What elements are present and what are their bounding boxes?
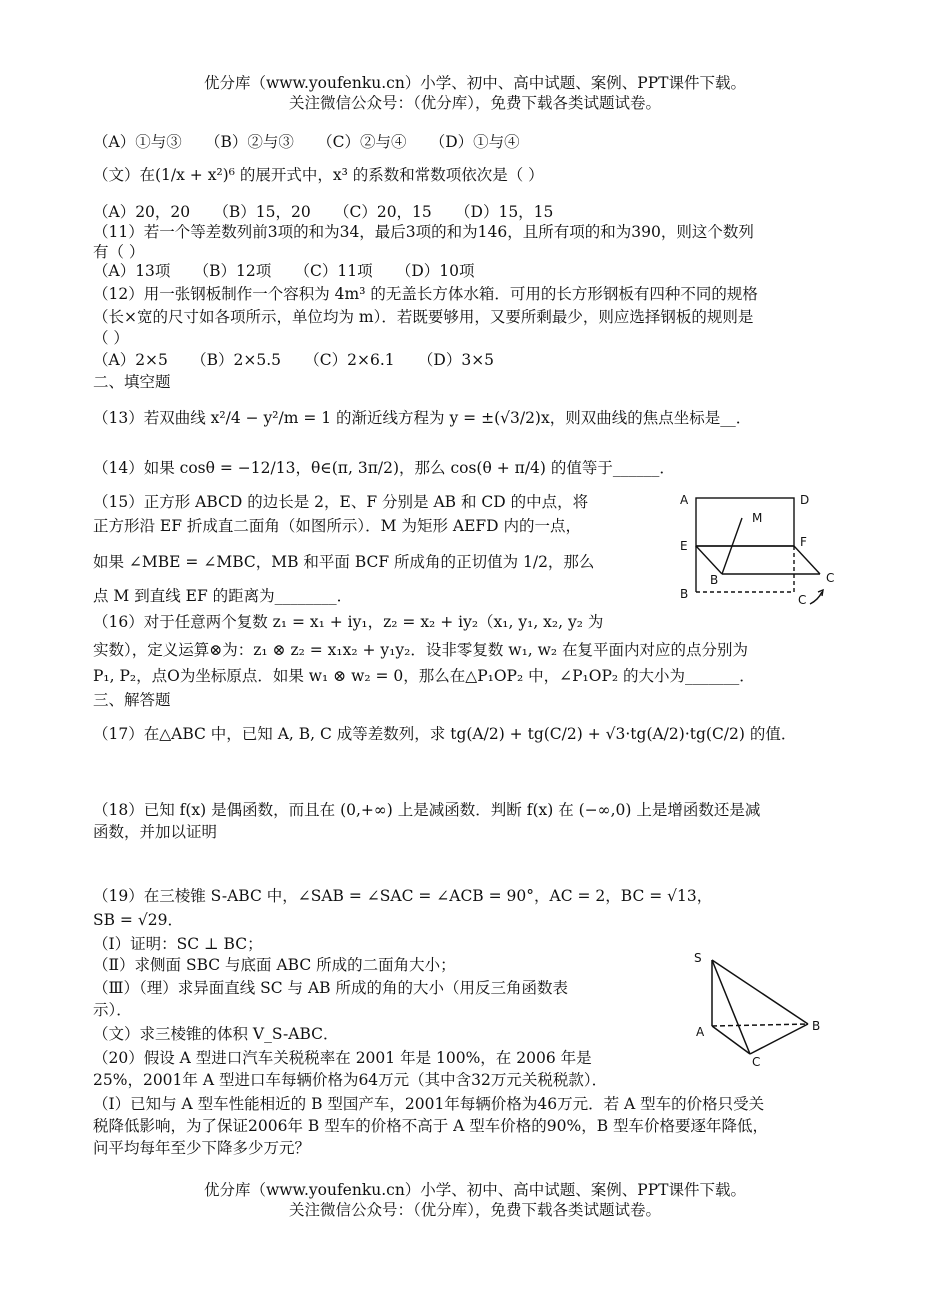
line-sb bbox=[712, 960, 808, 1024]
q19-figure bbox=[690, 946, 830, 1070]
q19-part-3: （Ⅲ）（理）求异面直线 SC 与 AB 所成的角的大小（用反三角函数表 bbox=[93, 979, 568, 997]
fig19-label-c: C bbox=[752, 1055, 761, 1069]
fig19-label-b: B bbox=[812, 1019, 821, 1033]
rectangle-aefd bbox=[696, 498, 794, 546]
footer-line-1: 优分库（www.youfenku.cn）小学、初中、高中试题、案例、PPT课件下载。 bbox=[203, 1181, 747, 1199]
q12-options: （A）2×5 （B）2×5.5 （C）2×6.1 （D）3×5 bbox=[93, 351, 495, 369]
fig15-label-d: D bbox=[800, 493, 810, 507]
fig15-label-f: F bbox=[800, 535, 807, 549]
footer-line-2: 关注微信公众号：（优分库），免费下载各类试题试卷。 bbox=[288, 1201, 661, 1219]
q15-line-4: 点 M 到直线 EF 的距离为________． bbox=[93, 587, 353, 605]
line-ab-dashed bbox=[712, 1024, 808, 1026]
q15-line-3: 如果 ∠MBE = ∠MBC，MB 和平面 BCF 所成角的正切值为 1/2，那么 bbox=[93, 553, 595, 571]
q15-line-1: （15）正方形 ABCD 的边长是 2，E、F 分别是 AB 和 CD 的中点，将 bbox=[93, 493, 589, 511]
q19-line-2: SB = √29． bbox=[93, 911, 183, 929]
fig15-label-c1: C bbox=[826, 571, 835, 585]
q17: （17）在△ABC 中，已知 A, B, C 成等差数列，求 tg(A/2) + tg(C/2) + √3·tg(A/2)·tg(C/2) 的值． bbox=[93, 725, 797, 743]
header-line-1: 优分库（www.youfenku.cn）小学、初中、高中试题、案例、PPT课件下载。 bbox=[203, 74, 747, 92]
q20-part-1-cont: 税降低影响，为了保证2006年 B 型车的价格不高于 A 型车价格的90%，B 型车价格要逐年降低， bbox=[93, 1117, 769, 1135]
q16-line-2: 实数），定义运算⊗为：z₁ ⊗ z₂ = x₁x₂ + y₁y₂．设非零复数 w₁, w₂ 在复平面内对应的点分别为 bbox=[93, 641, 749, 659]
q13: （13）若双曲线 x²/4 − y²/m = 1 的渐近线方程为 y = ±(√3/2)x，则双曲线的焦点坐标是__． bbox=[93, 409, 752, 427]
q10w-stem: （文）在(1/x + x²)⁶ 的展开式中，x³ 的系数和常数项依次是（ ） bbox=[93, 166, 544, 184]
q15-figure bbox=[670, 488, 850, 613]
q20-part-1: （Ⅰ）已知与 A 型车性能相近的 B 型国产车，2001年每辆价格为46万元．若 A 型车的价格只受关 bbox=[93, 1095, 765, 1113]
q10w-options: （A）20，20 （B）15，20 （C）20，15 （D）15，15 bbox=[93, 203, 554, 221]
q16-line-1: （16）对于任意两个复数 z₁ = x₁ + iy₁，z₂ = x₂ + iy₂（x₁, y₁, x₂, y₂ 为 bbox=[93, 613, 604, 631]
q12-stem-3: （ ） bbox=[93, 329, 129, 347]
q11-stem-2: 有（ ） bbox=[93, 243, 145, 261]
fig19-label-s: S bbox=[694, 951, 702, 965]
q12-stem-1: （12）用一张钢板制作一个容积为 4m³ 的无盖长方体水箱．可用的长方形钢板有四种不同的规格 bbox=[93, 285, 758, 303]
q10-options: （A）①与③ （B）②与③ （C）②与④ （D）①与④ bbox=[93, 133, 520, 151]
fig15-label-e: E bbox=[680, 539, 688, 553]
q15-line-2: 正方形沿 EF 折成直二面角（如图所示）．M 为矩形 AEFD 内的一点， bbox=[93, 517, 582, 535]
q19-part-3-cont: 示）． bbox=[93, 1001, 132, 1019]
q20-part-1-question: 问平均每年至少下降多少万元？ bbox=[93, 1139, 311, 1157]
section-fill-in-heading: 二、填空题 bbox=[93, 373, 171, 391]
q19-line-1: （19）在三棱锥 S-ABC 中，∠SAB = ∠SAC = ∠ACB = 90°，AC = 2，BC = √13， bbox=[93, 887, 713, 905]
q19-part-3-wen: （文）求三棱锥的体积 V_S-ABC． bbox=[93, 1025, 339, 1043]
section-solution-heading: 三、解答题 bbox=[93, 691, 171, 709]
q19-part-1: （Ⅰ）证明：SC ⊥ BC； bbox=[93, 935, 263, 953]
q20-line-2: 25%，2001年 A 型进口车每辆价格为64万元（其中含32万元关税税款）． bbox=[93, 1071, 608, 1089]
q12-stem-2: （长×宽的尺寸如各项所示，单位均为 m）．若既要够用，又要所剩最少，则应选择钢板的规则是 bbox=[93, 308, 754, 326]
line-fc bbox=[794, 546, 820, 574]
line-eb bbox=[696, 546, 722, 574]
fig15-label-a: A bbox=[680, 493, 689, 507]
fig15-label-c: C bbox=[798, 593, 807, 607]
q16-line-3: P₁, P₂，点O为坐标原点．如果 w₁ ⊗ w₂ = 0，那么在△P₁OP₂ 中，∠P₁OP₂ 的大小为_______． bbox=[93, 667, 755, 685]
fig19-label-a: A bbox=[696, 1025, 705, 1039]
q14: （14）如果 cosθ = −12/13，θ∈(π, 3π/2)，那么 cos(θ + π/4) 的值等于______． bbox=[93, 459, 675, 477]
header-line-2: 关注微信公众号：（优分库），免费下载各类试题试卷。 bbox=[288, 94, 661, 112]
line-cb bbox=[750, 1024, 808, 1054]
q20-line-1: （20）假设 A 型进口汽车关税税率在 2001 年是 100%，在 2006 年是 bbox=[93, 1049, 592, 1067]
q11-options: （A）13项 （B）12项 （C）11项 （D）10项 bbox=[93, 262, 475, 280]
fig15-label-b: B bbox=[680, 587, 689, 601]
fig15-label-m: M bbox=[752, 511, 763, 525]
fold-arrow bbox=[810, 592, 822, 604]
q19-part-2: （Ⅱ）求侧面 SBC 与底面 ABC 所成的二面角大小； bbox=[93, 956, 456, 974]
fig15-label-b1: B bbox=[710, 573, 719, 587]
q18-line-2: 函数，并加以证明 bbox=[93, 823, 218, 841]
q18-line-1: （18）已知 f(x) 是偶函数，而且在 (0,+∞) 上是减函数．判断 f(x) 在 (−∞,0) 上是增函数还是减 bbox=[93, 801, 761, 819]
q11-stem-1: （11）若一个等差数列前3项的和为34，最后3项的和为146，且所有项的和为390，则这个数列 bbox=[93, 223, 754, 241]
